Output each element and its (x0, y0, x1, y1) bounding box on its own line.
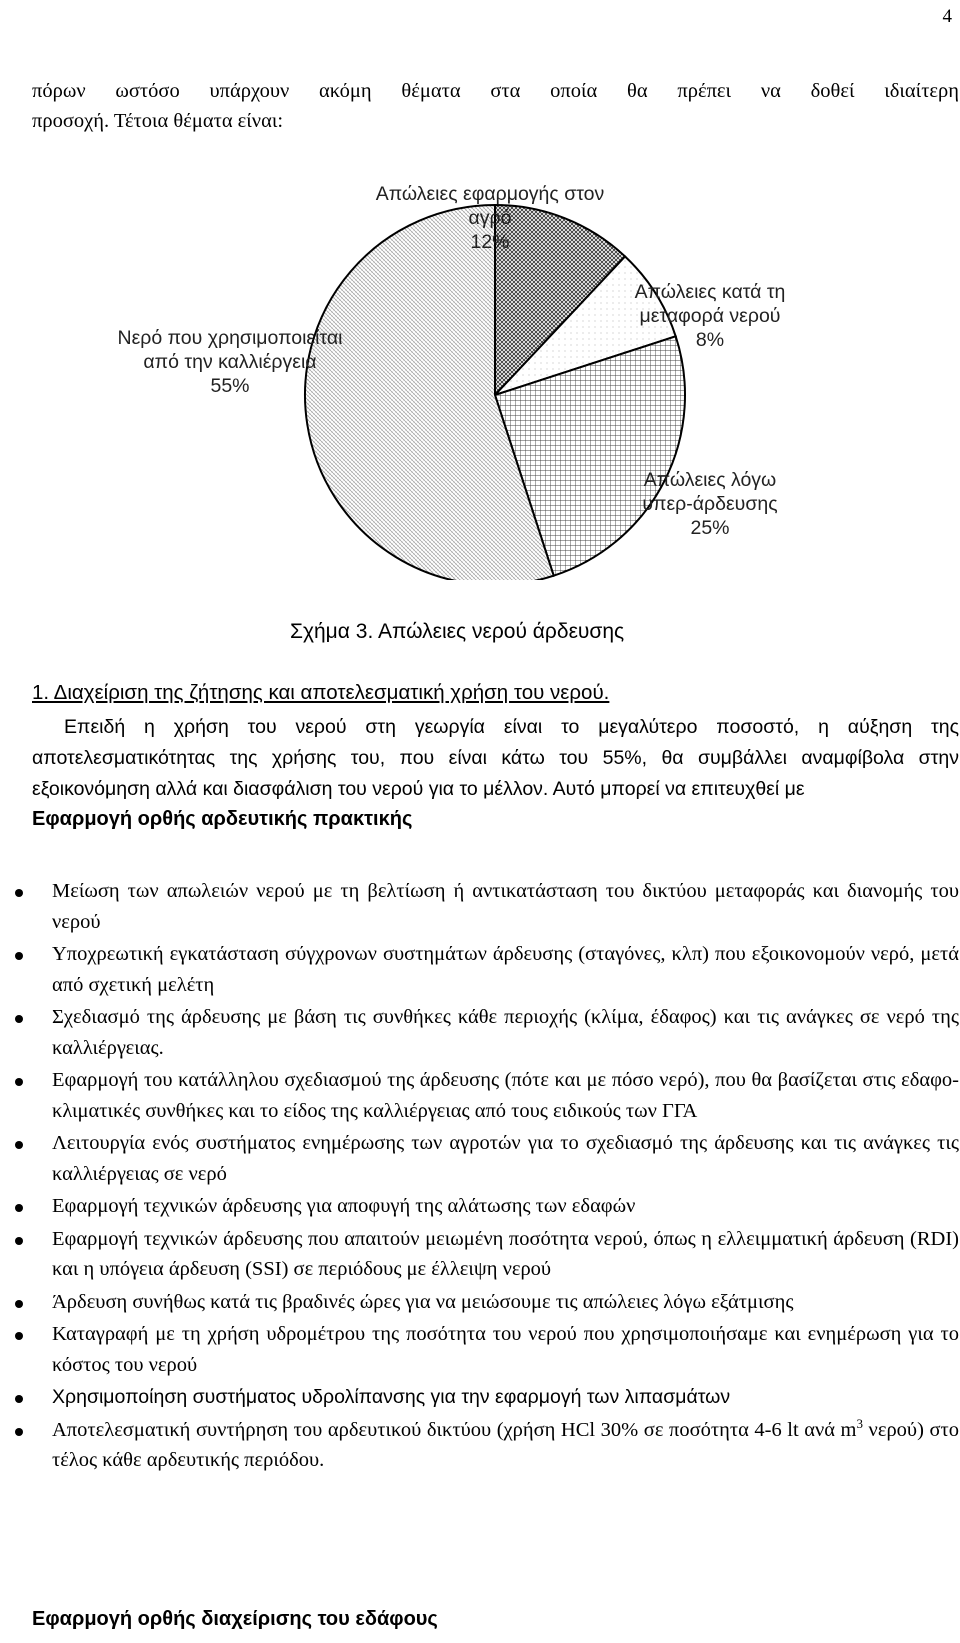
list-item-text: Εφαρμογή τεχνικών άρδευσης που απαιτούν μειωμένη ποσότητα νερού, όπως η ελλειμματική άρδευση (RDI) και η υπόγεια άρδευση (SSI) σε περιόδους με έλλειψη νερού (52, 1227, 959, 1280)
bullet-icon (15, 1428, 23, 1436)
pie-slice-label: Απώλειες εφαρμογής στον (375, 183, 605, 205)
pie-slice-label: υπερ-άρδευσης (642, 493, 778, 515)
pie-slice-value-label: 25% (690, 517, 730, 539)
bullet-icon (15, 1141, 23, 1149)
list-item-text: Εφαρμογή τεχνικών άρδευσης για αποφυγή της αλάτωσης των εδαφών (52, 1195, 636, 1217)
pie-slice-value-label: 55% (210, 375, 250, 397)
bullet-list (32, 876, 959, 1478)
subheading-irrigation: Εφαρμογή ορθής αρδευτικής πρακτικής (32, 808, 413, 830)
superscript-3: 3 (856, 1415, 863, 1431)
pie-slice-label: Απώλειες κατά τη (634, 281, 786, 303)
list-item-text: Άρδευση συνήθως κατά τις βραδινές ώρες για να μειώσουμε τις απώλειες λόγω εξάτμισης (52, 1290, 794, 1313)
bullet-icon (15, 1015, 23, 1023)
list-item (32, 1415, 959, 1476)
list-item-text: Καταγραφή με τη χρήση υδρομέτρου της ποσότητα του νερού που χρησιμοποιήσαμε και ενημέρωση για το κόστος του νερού (52, 1323, 959, 1376)
list-item-text: Χρησιμοποίηση συστήματος υδρολίπανσης για την εφαρμογή των λιπασμάτων (52, 1386, 731, 1408)
list-item-text: Λειτουργία ενός συστήματος ενημέρωσης των αγροτών για το σχεδιασμό της άρδευσης και τις ανάγκες τις καλλιέργειας σε νερό (52, 1132, 959, 1185)
intro-paragraph (32, 76, 959, 136)
list-item (32, 1382, 959, 1413)
pie-slice-value-label: 8% (695, 329, 725, 351)
list-item (32, 1002, 959, 1063)
list-item-text: Υποχρεωτική εγκατάσταση σύγχρονων συστημάτων άρδευσης (σταγόνες, κλπ) που εξοικονομούν νερό, μετά από σχετική μελέτη (52, 943, 959, 996)
list-item-text: Σχεδιασμό της άρδευσης με βάση τις συνθήκες κάθε περιοχής (κλίμα, έδαφος) και τις ανάγκες σε νερό της καλλιέργειας. (52, 1006, 959, 1059)
list-item (32, 1319, 959, 1380)
bullet-icon (15, 1395, 23, 1403)
figure-caption: Σχήμα 3. Απώλειες νερού άρδευσης (290, 620, 625, 643)
list-item-text: Αποτελεσματική συντήρηση του αρδευτικού δικτύου (χρήση HCl 30% σε ποσότητα 4-6 lt ανά m (52, 1418, 857, 1441)
bullet-icon (15, 952, 23, 960)
pie-slice-label: από την καλλιέργεια (143, 351, 317, 373)
list-item (32, 876, 959, 937)
bullet-icon (15, 1237, 23, 1245)
list-item (32, 1128, 959, 1189)
bullet-icon (15, 889, 23, 897)
list-item-text-end: νερού) στο τέλος κάθε αρδευτικής περιόδου. (52, 1418, 959, 1471)
pie-slice-label: Απώλειες λόγω (643, 469, 777, 491)
pie-slice-label: Νερό που χρησιμοποιείται (117, 327, 343, 349)
list-item (32, 1287, 959, 1318)
bullet-icon (15, 1332, 23, 1340)
pie-slice-label: μεταφορά νερού (639, 305, 781, 327)
bullet-icon (15, 1204, 23, 1212)
intro-line-2: προσοχή. Τέτοια θέματα είναι: (32, 110, 284, 132)
pie-chart (100, 180, 860, 580)
page-number: 4 (942, 6, 952, 27)
pie-slice-value-label: 12% (470, 231, 510, 253)
list-item (32, 939, 959, 1000)
pie-slices (305, 205, 685, 580)
list-item (32, 1191, 959, 1222)
bullet-icon (15, 1300, 23, 1308)
intro-line-1: πόρων ωστόσο υπάρχουν ακόμη θέματα στα οποία θα πρέπει να δοθεί ιδιαίτερη (32, 80, 959, 102)
list-item (32, 1224, 959, 1285)
body-paragraph (32, 712, 959, 805)
subheading-soil: Εφαρμογή ορθής διαχείρισης του εδάφους (32, 1608, 438, 1630)
body-paragraph-text: Επειδή η χρήση του νερού στη γεωργία είναι το μεγαλύτερο ποσοστό, η αύξηση της αποτελεσματικότητας της χρήσης του, που είναι κάτω του 55%, θα συμβάλλει αναμφίβολα στην εξοικονόμηση αλλά και διασφάλιση του νερού για το μέλλον. Αυτό μπορεί να επιτευχθεί με (32, 716, 959, 800)
list-item-text: Μείωση των απωλειών νερού με τη βελτίωση ή αντικατάσταση του δικτύου μεταφοράς και διανομής του νερού (52, 880, 959, 933)
section-heading: 1. Διαχείριση της ζήτησης και αποτελεσματική χρήση του νερού. (32, 681, 610, 704)
list-item (32, 1065, 959, 1126)
list-item-text: Εφαρμογή του κατάλληλου σχεδιασμού της άρδευσης (πότε και με πόσο νερό), που θα βασίζεται στις εδαφο-κλιματικές συνθήκες και το είδος της καλλιέργειας από τους ειδικούς των ΓΓΑ (52, 1069, 959, 1122)
pie-slice-label: αγρό (468, 207, 512, 229)
bullet-icon (15, 1078, 23, 1086)
